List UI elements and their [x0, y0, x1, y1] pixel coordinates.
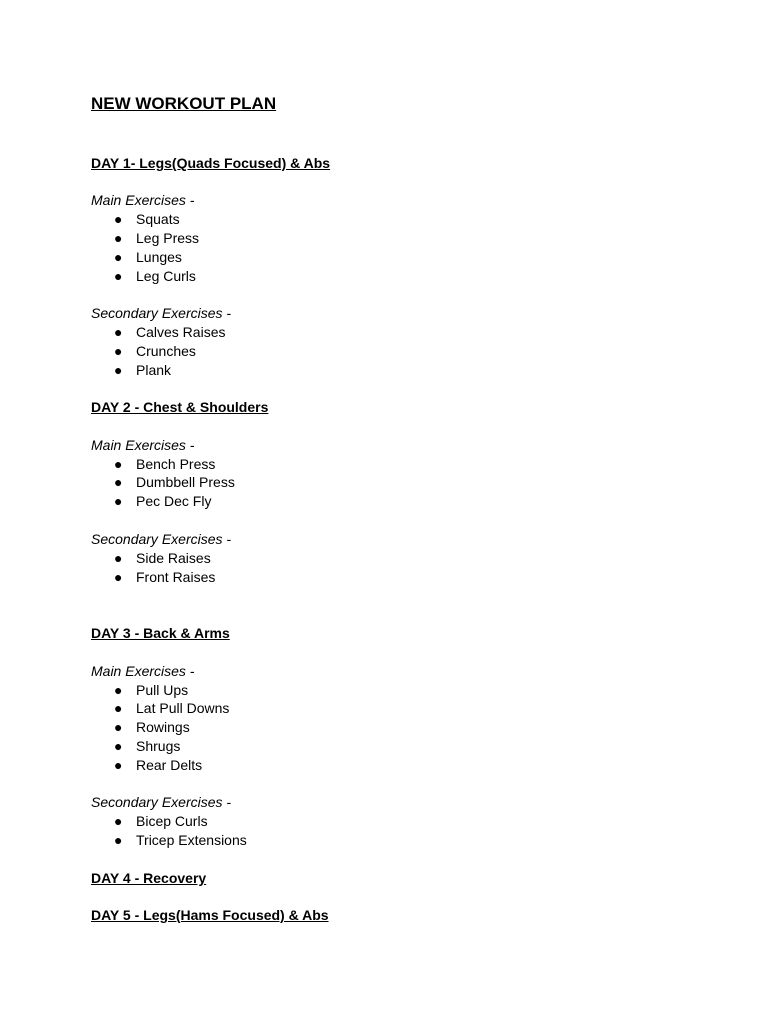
bullet-icon: ● [114, 268, 123, 284]
bullet-icon: ● [114, 324, 123, 340]
day4-heading: DAY 4 - Recovery [91, 870, 207, 886]
list-item: Bicep Curls [136, 813, 208, 829]
day5-heading: DAY 5 - Legs(Hams Focused) & Abs [91, 907, 329, 923]
bullet-icon: ● [114, 832, 123, 848]
day1-heading: DAY 1- Legs(Quads Focused) & Abs [91, 155, 331, 171]
day2-main-label: Main Exercises - [91, 437, 195, 453]
day3-main-label: Main Exercises - [91, 663, 195, 679]
list-item: Shrugs [136, 738, 181, 754]
list-item: Rear Delts [136, 757, 203, 773]
bullet-icon: ● [114, 550, 123, 566]
list-item: Leg Curls [136, 268, 196, 284]
bullet-icon: ● [114, 493, 123, 509]
list-item: Squats [136, 211, 180, 227]
list-item: Pull Ups [136, 682, 189, 698]
day2-secondary-label: Secondary Exercises - [91, 531, 232, 547]
bullet-icon: ● [114, 813, 123, 829]
bullet-icon: ● [114, 249, 123, 265]
list-item: Lat Pull Downs [136, 700, 230, 716]
list-item: Pec Dec Fly [136, 493, 212, 509]
day1-secondary-label: Secondary Exercises - [91, 305, 232, 321]
list-item: Side Raises [136, 550, 211, 566]
list-item: Calves Raises [136, 324, 226, 340]
bullet-icon: ● [114, 682, 123, 698]
bullet-icon: ● [114, 719, 123, 735]
list-item: Rowings [136, 719, 190, 735]
bullet-icon: ● [114, 569, 123, 585]
list-item: Crunches [136, 343, 196, 359]
bullet-icon: ● [114, 362, 123, 378]
day3-secondary-label: Secondary Exercises - [91, 794, 232, 810]
document-title: NEW WORKOUT PLAN [91, 94, 277, 113]
day2-heading: DAY 2 - Chest & Shoulders [91, 399, 269, 415]
bullet-icon: ● [114, 757, 123, 773]
bullet-icon: ● [114, 343, 123, 359]
list-item: Plank [136, 362, 172, 378]
list-item: Leg Press [136, 230, 200, 246]
list-item: Bench Press [136, 456, 216, 472]
list-item: Front Raises [136, 569, 216, 585]
bullet-icon: ● [114, 700, 123, 716]
list-item: Lunges [136, 249, 182, 265]
bullet-icon: ● [114, 456, 123, 472]
list-item: Tricep Extensions [136, 832, 247, 848]
day1-main-label: Main Exercises - [91, 192, 195, 208]
bullet-icon: ● [114, 738, 123, 754]
day3-heading: DAY 3 - Back & Arms [91, 625, 230, 641]
bullet-icon: ● [114, 230, 123, 246]
bullet-icon: ● [114, 211, 123, 227]
list-item: Dumbbell Press [136, 474, 235, 490]
bullet-icon: ● [114, 474, 123, 490]
